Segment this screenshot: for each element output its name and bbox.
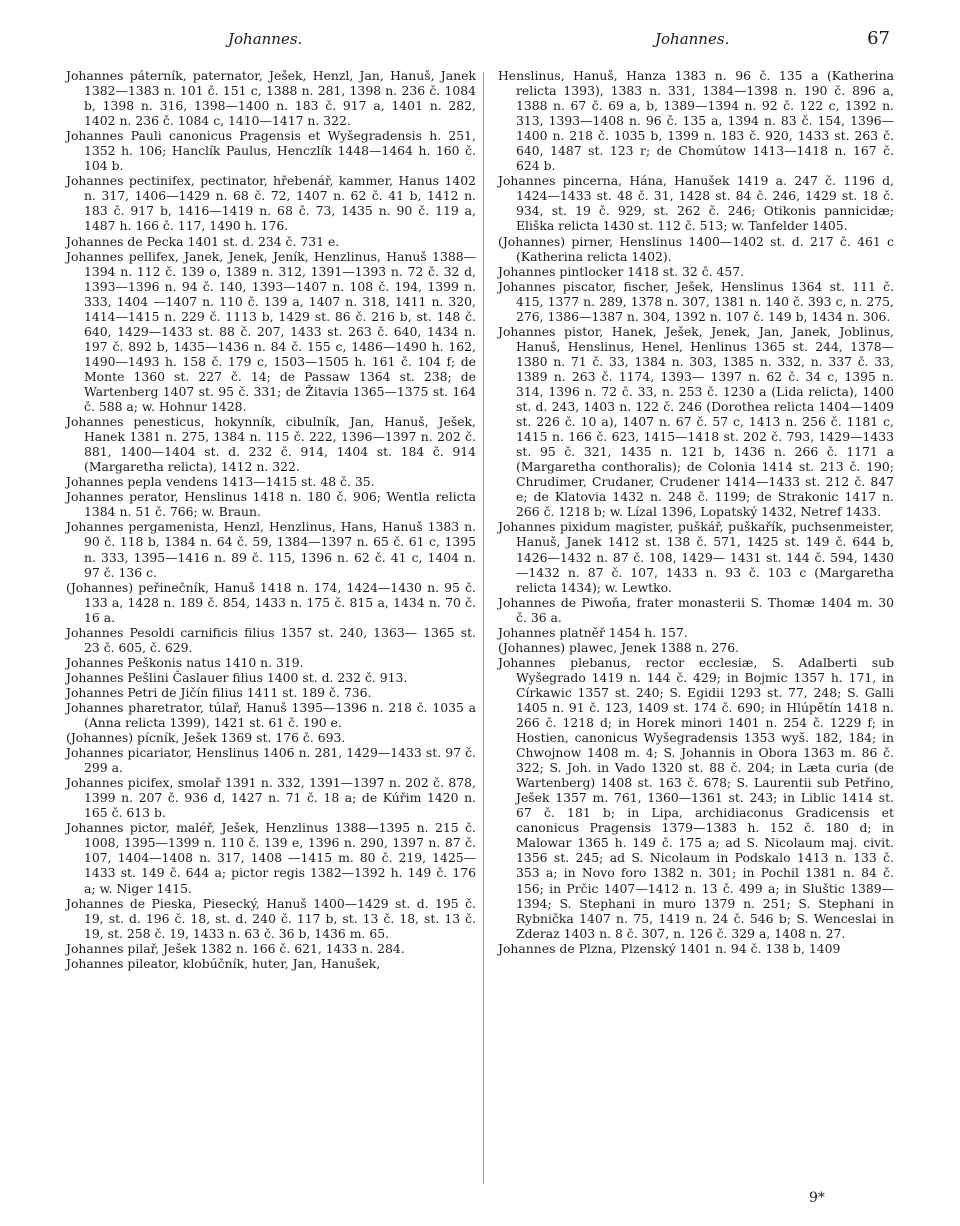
running-head-right: Johannes. — [655, 30, 730, 48]
index-entry: Johannes pilař, Ješek 1382 n. 166 č. 621, 1433 n. 284. — [66, 940, 405, 956]
left-column — [66, 68, 476, 971]
index-entry: Johannes de Pecka 1401 st. d. 234 č. 731 e. — [66, 233, 340, 249]
index-entry: Johannes Pešlini Časlauer filius 1400 st. d. 232 č. 913. — [66, 669, 408, 685]
index-entry: Johannes picariator, Henslinus 1406 n. 281, 1429—1433 st. 97 č. 299 a. — [66, 745, 476, 776]
index-entry: Johannes Peškonis natus 1410 n. 319. — [66, 654, 304, 670]
index-entry: Johannes de Plzna, Plzenský 1401 n. 94 č. 138 b, 1409 — [498, 940, 841, 956]
index-entry: Johannes de Pieska, Piesecký, Hanuš 1400—1429 st. d. 195 č. 19, st. d. 196 č. 18, st. d. 240 č. 117 b, st. 13 č. 18, st. 13 č. 19, st. 258 č. 19, 1433 n. 63 č. 36 b, 1436 m. 65. — [66, 895, 476, 941]
index-entry: Johannes pintlocker 1418 st. 32 č. 457. — [498, 263, 745, 279]
page-number: 67 — [867, 28, 890, 49]
index-entry: Johannes piscator, fischer, Ješek, Henslinus 1364 st. 111 č. 415, 1377 n. 289, 1378 n. 307, 1381 n. 140 č. 393 c, n. 275, 276, 1386—1387 n. 304, 1392 n. 107 č. 149 b, 1434 n. 306. — [498, 278, 894, 324]
index-entry: Johannes pepla vendens 1413—1415 st. 48 č. 35. — [66, 474, 375, 490]
index-entry: (Johannes) plawec, Jenek 1388 n. 276. — [498, 639, 740, 655]
index-entry: (Johannes) peřinečník, Hanuš 1418 n. 174, 1424—1430 n. 95 č. 133 a, 1428 n. 189 č. 854, 1433 n. 175 č. 815 a, 1434 n. 70 č. 16 a. — [66, 579, 476, 625]
index-entry: Johannes plebanus, rector ecclesiæ, S. Adalberti sub Wyšegrado 1419 n. 144 č. 429; in Bojmic 1357 h. 171, in Církawic 1357 st. 240; S. Egidii 1293 st. 77, 248; S. Galli 1405 n. 91 č. 123, 1409 st. 174 č. 690; in Hlúpětín 1418 n. 266 č. 1218 d; in Horek minori 1401 n. 254 č. 1229 f; in Hostien, canonicus Wyšegradensis 1353 wyš. 182, 184; in Chwojnow 1408 m. 4; S. Johannis in Obora 1363 m. 86 č. 322; S. Joh. in Vado 1320 st. 88 č. 204; in Læta curia (de Wartenberg) 1408 st. 163 č. 678; S. Laurentii sub Petřino, Ješek 1357 m. 761, 1360—1361 st. 243; in Liblic 1414 st. 67 č. 181 b; in Lipa, archidiaconus Gradicensis et canonicus Pragensis 1379—1383 h. 152 č. 180 d; in Malowar 1365 h. 149 č. 175 a; ad S. Nicolaum maj. civit. 1356 st. 245; ad S. Nicolaum in Podskalo 1413 n. 133 č. 353 a; in Novo foro 1382 n. 301; in Pochil 1381 n. 84 č. 156; in Prčic 1407—1412 n. 13 č. 499 a; in Sluštic 1389—1394; S. Stephani in muro 1379 n. 251; S. Stephani in Rybnička 1407 n. 75, 1419 n. 24 č. 546 b; S. Wenceslai in Zderaz 1403 n. 8 č. 307, n. 126 č. 329 a, 1408 n. 27. — [498, 654, 894, 941]
index-entry: (Johannes) pirner, Henslinus 1400—1402 st. d. 217 č. 461 c (Katherina relicta 1402). — [498, 233, 894, 264]
index-entry: Johannes platněř 1454 h. 157. — [498, 624, 688, 640]
running-head-left: Johannes. — [228, 30, 303, 48]
index-entry: Johannes pictor, maléř, Ješek, Henzlinus 1388—1395 n. 215 č. 1008, 1395—1399 n. 110 č. 139 e, 1396 n. 290, 1397 n. 87 č. 107, 1404—1408 n. 317, 1408 —1415 m. 80 č. 219, 1425—1433 st. 149 č. 644 a; pictor regis 1382—1392 h. 149 č. 176 a; w. Niger 1415. — [66, 820, 476, 896]
index-entry: Johannes pellifex, Janek, Jenek, Jeník, Henzlinus, Hanuš 1388—1394 n. 112 č. 139 o, 1389 n. 312, 1391—1393 n. 72 č. 32 d, 1393—1396 n. 94 č. 140, 1393—1407 n. 108 č. 194, 1399 n. 333, 1404 —1407 n. 110 č. 139 a, 1407 n. 318, 1411 n. 320, 1414—1415 n. 229 č. 1113 b, 1429 st. 86 č. 216 b, st. 148 č. 640, 1429—1433 st. 88 č. 207, 1433 st. 263 č. 640, 1434 n. 197 č. 892 b, 1435—1436 n. 84 č. 155 c, 1486—1490 h. 162, 1490—1493 h. 158 č. 179 c, 1503—1505 h. 161 č. 104 f; de Monte 1360 st. 227 č. 14; de Passaw 1364 st. 238; de Wartenberg 1407 st. 95 č. 331; de Žitavia 1365—1375 st. 164 č. 588 a; w. Hohnur 1428. — [66, 248, 476, 415]
index-entry: Johannes penesticus, hokynník, cibulník, Jan, Hanuš, Ješek, Hanek 1381 n. 275, 1384 n. 115 č. 222, 1396—1397 n. 202 č. 881, 1400—1404 st. d. 232 č. 914, 1404 st. 184 č. 914 (Margaretha relicta), 1412 n. 322. — [66, 414, 476, 475]
index-entry: Johannes pectinifex, pectinator, hřebenář, kammer, Hanus 1402 n. 317, 1406—1429 n. 68 č. 72, 1407 n. 62 č. 41 b, 1412 n. 183 č. 917 b, 1416—1419 n. 68 č. 73, 1435 n. 90 č. 119 a, 1487 h. 166 č. 117, 1490 h. 176. — [66, 173, 476, 234]
index-entry: Johannes Pesoldi carnificis filius 1357 st. 240, 1363— 1365 st. 23 č. 605, č. 629. — [66, 624, 476, 655]
index-entry: Johannes pistor, Hanek, Ješek, Jenek, Jan, Janek, Joblinus, Hanuš, Henslinus, Henel, Henlinus 1365 st. 244, 1378—1380 n. 71 č. 33, 1384 n. 303, 1385 n. 332, n. 337 č. 33, 1389 n. 263 č. 1174, 1393— 1397 n. 62 č. 34 c, 1395 n. 314, 1396 n. 72 č. 33, n. 253 č. 1230 a (Lida relicta), 1400 st. d. 243, 1403 n. 122 č. 246 (Dorothea relicta 1404—1409 st. 226 č. 10 a), 1407 n. 67 č. 57 c, 1413 n. 256 č. 1181 c, 1415 n. 166 č. 623, 1415—1418 st. 202 č. 793, 1429—1433 st. 95 č. 321, 1435 n. 121 b, 1436 n. 266 č. 1171 a (Margaretha conthoralis); de Colonia 1414 st. 213 č. 190; Chrudimer, Crudaner, Crudener 1414—1433 st. 212 č. 847 e; de Klatovia 1432 n. 248 č. 1199; de Strakonic 1417 n. 266 č. 1218 b; w. Lízal 1396, Lopatský 1432, Netref 1433. — [498, 323, 894, 520]
printer-signature-mark: 9* — [809, 1190, 825, 1206]
column-divider — [483, 72, 484, 1184]
index-entry: Johannes pincerna, Hána, Hanušek 1419 a. 247 č. 1196 d, 1424—1433 st. 48 č. 31, 1428 st. 84 č. 246, 1429 st. 18 č. 934, st. 19 č. 929, st. 262 č. 246; Otikonis pannicidæ; Eliška relicta 1430 st. 112 č. 513; w. Tanfelder 1405. — [498, 173, 894, 234]
right-column — [498, 68, 894, 956]
index-entry: Johannes pileator, klobúčník, huter, Jan, Hanušek, — [66, 955, 381, 971]
index-entry: Johannes picifex, smolař 1391 n. 332, 1391—1397 n. 202 č. 878, 1399 n. 207 č. 936 d, 1427 n. 71 č. 18 a; de Kúřim 1420 n. 165 č. 613 b. — [66, 775, 476, 821]
index-entry: Johannes páterník, paternator, Ješek, Henzl, Jan, Hanuš, Janek 1382—1383 n. 101 č. 151 c, 1388 n. 281, 1398 n. 236 č. 1084 b, 1398 n. 316, 1398—1400 n. 183 č. 917 a, 1401 n. 282, 1402 n. 236 č. 1084 c, 1410—1417 n. 322. — [66, 68, 476, 129]
index-entry: Johannes de Piwoňa, frater monasterii S. Thomæ 1404 m. 30 č. 36 a. — [498, 594, 894, 625]
index-entry: Johannes pergamenista, Henzl, Henzlinus, Hans, Hanuš 1383 n. 90 č. 118 b, 1384 n. 64 č. 59, 1384—1397 n. 65 č. 61 c, 1395 n. 333, 1395—1416 n. 89 č. 115, 1396 n. 62 č. 41 c, 1404 n. 97 č. 136 c. — [66, 519, 476, 580]
index-entry: Johannes pixidum magister, puškář, puškařík, puchsenmeister, Hanuš, Janek 1412 st. 138 č. 571, 1425 st. 149 č. 644 b, 1426—1432 n. 87 č. 108, 1429— 1431 st. 144 č. 594, 1430—1432 n. 87 č. 107, 1433 n. 93 č. 103 c (Margaretha relicta 1434); w. Lewtko. — [498, 519, 894, 595]
index-entry: Johannes Petri de Jičín filius 1411 st. 189 č. 736. — [66, 684, 372, 700]
index-entry: Johannes Pauli canonicus Pragensis et Wyšegradensis h. 251, 1352 h. 106; Hanclík Paulus, Henczlík 1448—1464 h. 160 č. 104 b. — [66, 128, 476, 174]
index-entry: Johannes perator, Henslinus 1418 n. 180 č. 906; Wentla relicta 1384 n. 51 č. 766; w. Braun. — [66, 489, 476, 520]
index-entry: Johannes pharetrator, túlař, Hanuš 1395—1396 n. 218 č. 1035 a (Anna relicta 1399), 1421 st. 61 č. 190 e. — [66, 699, 476, 731]
index-entry: (Johannes) pícník, Ješek 1369 st. 176 č. 693. — [66, 730, 346, 746]
index-entry: Henslinus, Hanuš, Hanza 1383 n. 96 č. 135 a (Katherina relicta 1393), 1383 n. 331, 1384—1398 n. 190 č. 896 a, 1388 n. 67 č. 69 a, b, 1389—1394 n. 92 č. 122 c, 1392 n. 313, 1393—1408 n. 96 č. 135 a, 1394 n. 83 č. 154, 1396—1400 n. 218 č. 1035 b, 1399 n. 183 č. 920, 1433 st. 263 č. 640, 1487 st. 123 r; de Chomútow 1413—1418 n. 167 č. 624 b. — [498, 68, 894, 174]
